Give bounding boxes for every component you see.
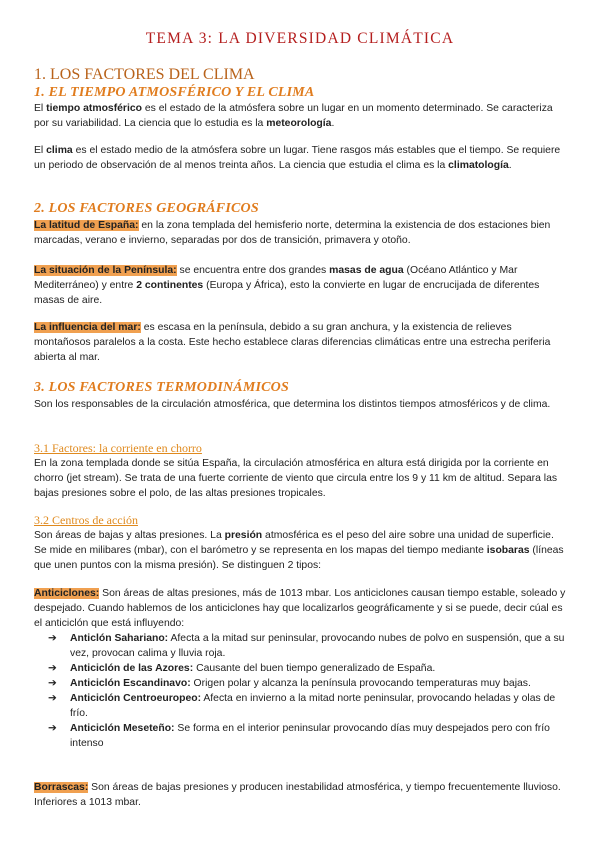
list-item: ➔ Anticiclón de las Azores: Causante del buen tiempo generalizado de España. — [48, 663, 436, 674]
paragraph-clima: El clima es el estado medio de la atmósfera sobre un lugar. Tiene rasgos más estables que el tiempo. Se requiere un periodo de observación de al menos treinta años. La ciencia que estudia el clima es la climatología. — [34, 145, 561, 171]
arrow-right-icon: ➔ — [48, 633, 57, 644]
paragraph-influencia-mar: La influencia del mar: es escasa en la península, debido a su gran anchura, y la existencia de relieves montañosos paralelos a la costa. Este hecho establece claras diferencias climáticas entre una estrecha periferia abierta al mar. — [34, 322, 551, 363]
list-item: ➔ Anticlón Sahariano: Afecta a la mitad sur peninsular, provocando nubes de polvo en suspensión, que a su vez, provocan calima y lluvia roja. — [48, 633, 565, 659]
subsection-tiempo-clima-heading: 1. EL TIEMPO ATMOSFÉRICO Y EL CLIMA — [34, 85, 315, 100]
paragraph-tiempo-atmosferico: El tiempo atmosférico es el estado de la atmósfera sobre un lugar en un momento determinado. Se caracteriza por su variabilidad. La ciencia que lo estudia es la meteorología. — [34, 103, 553, 129]
arrow-right-icon: ➔ — [48, 693, 57, 704]
paragraph-borrascas: Borrascas: Son áreas de bajas presiones y producen inestabilidad atmosférica, y tiempo frecuentemente lluvioso. Inferiores a 1013 mbar. — [34, 782, 561, 808]
paragraph-centros-accion: Son áreas de bajas y altas presiones. La presión atmosférica es el peso del aire sobre una unidad de superficie. Se mide en milibares (mbar), con el barómetro y se representa en los mapas del tiempo mediante isobaras (líneas que unen puntos con la misma presión). Se distinguen 2 tipos: — [34, 530, 564, 571]
section-2-heading: 2. LOS FACTORES GEOGRÁFICOS — [34, 201, 259, 216]
anticiclones-label: Anticiclones: — [34, 588, 100, 599]
borrascas-label: Borrascas: — [34, 782, 89, 793]
subsection-centros-accion-heading: 3.2 Centros de acción — [34, 513, 138, 527]
paragraph-latitud: La latitud de España: en la zona templada del hemisferio norte, determina la existencia de dos estaciones bien marcadas, verano e invierno, separadas por dos de transición, primavera y otoño. — [34, 220, 551, 246]
section-1-heading: 1. LOS FACTORES DEL CLIMA — [34, 66, 255, 83]
section-3-heading: 3. LOS FACTORES TERMODINÁMICOS — [34, 380, 289, 395]
paragraph-anticiclones: Anticiclones: Son áreas de altas presiones, más de 1013 mbar. Los anticiclones causan tiempo estable, soleado y despejado. Cuando hablemos de los anticiclones hay que localizarlos geográficamente y si se puede, decir cúal es el anticiclón que está influyendo: — [34, 588, 566, 629]
arrow-right-icon: ➔ — [48, 723, 57, 734]
paragraph-situacion: La situación de la Península: se encuentra entre dos grandes masas de agua (Océano Atlántico y Mar Mediterráneo) y entre 2 continentes (Europa y África), esto la convierte en lugar de encrucijada de diferentes masas de aire. — [34, 265, 540, 306]
latitud-label: La latitud de España: — [34, 220, 139, 231]
subsection-corriente-chorro-heading: 3.1 Factores: la corriente en chorro — [34, 441, 202, 455]
arrow-right-icon: ➔ — [48, 678, 57, 689]
paragraph-corriente-chorro: En la zona templada donde se sitúa España, la circulación atmosférica en altura está dirigida por la corriente en chorro (jet stream). Se trata de una fuerte corriente de viento que circula entre los 9 y 11 km de altitud. Separa las bajas presiones sobre el polo, de las altas presiones tropicales. — [34, 458, 558, 499]
list-item: ➔ Anticiclón Centroeuropeo: Afecta en invierno a la mitad norte peninsular, provocando heladas y olas de frío. — [48, 693, 556, 719]
list-item: ➔ Anticiclón Meseteño: Se forma en el interior peninsular provocando días muy despejados pero con frío intenso — [48, 723, 550, 749]
paragraph-termodinamicos-intro: Son los responsables de la circulación atmosférica, que determina los distintos tiempos atmosféricos y de clima. — [34, 399, 551, 410]
document-title: TEMA 3: LA DIVERSIDAD CLIMÁTICA — [145, 30, 455, 47]
situacion-label: La situación de la Península: — [34, 265, 177, 276]
list-item: ➔ Anticiclón Escandinavo: Origen polar y alcanza la península provocando temperaturas muy bajas. — [48, 678, 531, 689]
influencia-mar-label: La influencia del mar: — [34, 322, 141, 333]
anticiclones-list — [34, 631, 566, 751]
arrow-right-icon: ➔ — [48, 663, 57, 674]
